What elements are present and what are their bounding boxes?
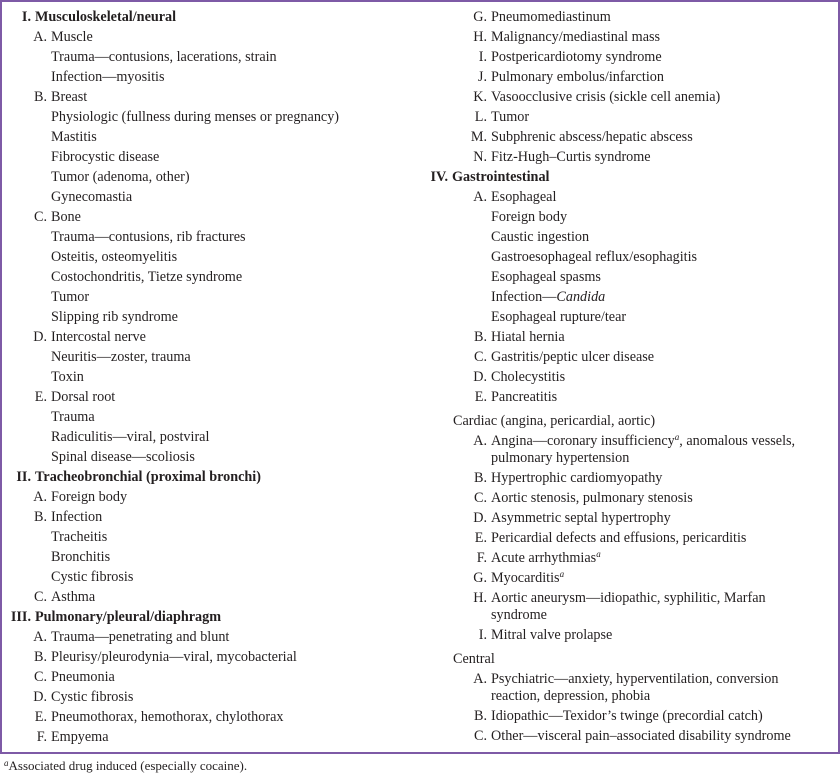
item-text-main: Angina—coronary insufficiency: [491, 433, 675, 449]
footnote-reference: a: [559, 569, 565, 579]
item-text: [491, 528, 746, 548]
sub-list-item: [422, 207, 838, 227]
item-text: [51, 407, 95, 427]
list-item: [2, 727, 422, 747]
item-label: II.: [16, 469, 31, 485]
item-label: B.: [33, 509, 47, 525]
item-text-main: Esophageal rupture/tear: [491, 309, 627, 325]
item-label: A.: [473, 189, 487, 205]
item-text: [35, 607, 221, 627]
item-text-main: Gynecomastia: [51, 189, 133, 205]
item-text: [35, 467, 261, 487]
item-text-main: Trauma—contusions, lacerations, strain: [51, 49, 277, 65]
sub-list-item: [2, 247, 422, 267]
item-text-main: Foreign body: [51, 489, 128, 505]
sub-list-item: [2, 287, 422, 307]
list-item: [2, 207, 422, 227]
list-item: [422, 187, 838, 207]
item-text: [51, 567, 133, 587]
item-label: A.: [473, 433, 487, 449]
item-text: [51, 727, 109, 747]
list-item: [2, 647, 422, 667]
item-text: [51, 187, 132, 207]
item-text-main: Costochondritis, Tietze syndrome: [51, 269, 243, 285]
list-item: [422, 367, 838, 387]
item-label: C.: [473, 490, 487, 506]
sub-list-item: [2, 547, 422, 567]
list-item: [2, 587, 422, 607]
item-text: [491, 706, 763, 726]
item-text: [491, 625, 612, 645]
item-text: [51, 427, 209, 447]
item-text-main: Aortic aneurysm—idiopathic, syphilitic, Marfan syndrome: [491, 590, 766, 623]
item-label: E.: [474, 389, 487, 405]
sub-list-item: [2, 227, 422, 247]
sub-list-item: [422, 247, 838, 267]
item-label: A.: [33, 629, 47, 645]
item-text-main: Vasoocclusive crisis (sickle cell anemia): [491, 89, 721, 105]
item-text-main: Pancreatitis: [491, 389, 558, 405]
list-item: [2, 327, 422, 347]
sub-list-item: [422, 227, 838, 247]
item-text: [452, 167, 549, 187]
item-text: [491, 47, 662, 67]
item-text: [491, 488, 693, 508]
item-text-main: Tracheitis: [51, 529, 108, 545]
item-text-main: Trauma—penetrating and blunt: [51, 629, 230, 645]
item-label: C.: [33, 669, 47, 685]
item-text: [491, 508, 671, 528]
item-text-main: Acute arrhythmias: [491, 550, 597, 566]
sub-list-item: [2, 167, 422, 187]
list-item: [422, 488, 838, 508]
list-item: [422, 669, 838, 706]
item-text: [491, 387, 557, 407]
item-label: L.: [474, 109, 487, 125]
list-item: [422, 387, 838, 407]
list-item: [422, 47, 838, 67]
footnote-reference: a: [674, 432, 680, 442]
item-text: [51, 167, 190, 187]
item-text-main: Cardiac (angina, pericardial, aortic): [453, 413, 656, 429]
item-text-main: Trauma: [51, 409, 95, 425]
item-text-main: Spinal disease—scoliosis: [51, 449, 195, 465]
item-text-main: Idiopathic—Texidor’s twinge (precordial catch): [491, 708, 763, 724]
item-text: [491, 87, 720, 107]
item-text: [51, 267, 242, 287]
item-text: [51, 527, 107, 547]
item-text: [51, 487, 127, 507]
item-label: F.: [476, 550, 487, 566]
item-label: I.: [21, 9, 31, 25]
item-text-main: Mitral valve prolapse: [491, 627, 613, 643]
item-text-main: Myocarditis: [491, 570, 560, 586]
sub-list-item: [2, 367, 422, 387]
item-text: [51, 447, 195, 467]
item-text-main: Toxin: [51, 369, 84, 385]
item-text: [491, 726, 791, 746]
item-label: G.: [473, 9, 487, 25]
item-text: [491, 347, 654, 367]
list-item: [422, 127, 838, 147]
item-text-main: Neuritis—zoster, trauma: [51, 349, 191, 365]
sub-list-item: [2, 307, 422, 327]
footnote-text: Associated drug induced (especially cocaine).: [8, 758, 248, 773]
item-label: B.: [33, 649, 47, 665]
section-heading: [2, 7, 422, 27]
list-item: [2, 87, 422, 107]
list-item: [422, 147, 838, 167]
item-label: H.: [473, 590, 487, 606]
item-text: [491, 247, 697, 267]
item-label: D.: [473, 510, 487, 526]
item-text: [491, 207, 567, 227]
item-text: [491, 468, 662, 488]
item-text-main: Gastrointestinal: [452, 169, 550, 185]
item-text-main: Fibrocystic disease: [51, 149, 160, 165]
item-text: [491, 568, 564, 588]
item-text-main: Dorsal root: [51, 389, 116, 405]
item-text-main: Asymmetric septal hypertrophy: [491, 510, 671, 526]
item-label: H.: [473, 29, 487, 45]
item-text-main: Fitz-Hugh–Curtis syndrome: [491, 149, 651, 165]
item-text: [51, 627, 229, 647]
item-text: [51, 67, 165, 87]
item-text: [491, 67, 664, 87]
item-text: [491, 7, 611, 27]
item-label: B.: [473, 329, 487, 345]
item-text-main: Pneumonia: [51, 669, 115, 685]
item-text: [51, 707, 283, 727]
item-text: [51, 107, 339, 127]
item-label: G.: [473, 570, 487, 586]
list-item: [422, 87, 838, 107]
item-text: [51, 307, 178, 327]
item-text-main: Other—visceral pain–associated disability syndrome: [491, 728, 791, 744]
item-label: B.: [33, 89, 47, 105]
sub-list-item: [2, 127, 422, 147]
list-item: [2, 387, 422, 407]
item-text: [491, 548, 601, 568]
item-text: [51, 47, 277, 67]
item-label: E.: [474, 530, 487, 546]
item-text: [51, 87, 87, 107]
item-text: [491, 127, 693, 147]
item-text: [491, 267, 601, 287]
item-text-main: Tumor (adenoma, other): [51, 169, 190, 185]
item-label: D.: [33, 329, 47, 345]
sub-list-item: [2, 267, 422, 287]
item-label: D.: [473, 369, 487, 385]
table-left-column: [2, 7, 422, 747]
section-heading: [2, 467, 422, 487]
sub-list-item: [2, 107, 422, 127]
item-label: J.: [477, 69, 487, 85]
item-text-main: Muscle: [51, 29, 93, 45]
sub-list-item: [2, 567, 422, 587]
sub-list-item: [2, 427, 422, 447]
sub-list-item: [422, 287, 838, 307]
item-text: [491, 433, 821, 467]
item-label: A.: [473, 671, 487, 687]
list-item: [422, 347, 838, 367]
list-item: [422, 67, 838, 87]
item-text: [453, 649, 495, 669]
item-text-main: Pleurisy/pleurodynia—viral, mycobacterial: [51, 649, 297, 665]
item-text-main: Aortic stenosis, pulmonary stenosis: [491, 490, 693, 506]
item-label: M.: [470, 129, 487, 145]
item-label: A.: [33, 29, 47, 45]
item-text-continued: , anomalous vessels, pulmonary hypertension: [491, 433, 796, 466]
item-label: D.: [33, 689, 47, 705]
item-text-main: Pulmonary embolus/infarction: [491, 69, 664, 85]
list-item: [2, 507, 422, 527]
item-text-main: Foreign body: [491, 209, 568, 225]
list-item: [2, 707, 422, 727]
item-text-main: Subphrenic abscess/hepatic abscess: [491, 129, 693, 145]
table-footnote: [4, 758, 247, 774]
item-text: [491, 27, 660, 47]
item-label: III.: [10, 609, 31, 625]
item-text-main: Breast: [51, 89, 88, 105]
item-text: [51, 547, 110, 567]
item-label: I.: [478, 627, 487, 643]
list-item: [422, 568, 838, 588]
item-text-main: Bronchitis: [51, 549, 111, 565]
item-text: [51, 27, 93, 47]
list-item: [422, 327, 838, 347]
item-text: [453, 411, 655, 431]
list-item: [422, 431, 838, 468]
item-text: [491, 590, 821, 624]
item-text: [51, 687, 133, 707]
item-text: [51, 587, 95, 607]
item-text-main: Gastritis/peptic ulcer disease: [491, 349, 655, 365]
item-text-main: Asthma: [51, 589, 96, 605]
item-text-main: Pneumothorax, hemothorax, chylothorax: [51, 709, 284, 725]
item-text-main: Hypertrophic cardiomyopathy: [491, 470, 663, 486]
item-text: [51, 347, 191, 367]
item-text-main: Pulmonary/pleural/diaphragm: [35, 609, 222, 625]
item-text: [51, 207, 81, 227]
item-text-main: Tumor: [491, 109, 530, 125]
item-label: A.: [33, 489, 47, 505]
item-text-main: Intercostal nerve: [51, 329, 146, 345]
item-text: [51, 507, 102, 527]
list-item: [2, 27, 422, 47]
item-text: [51, 667, 115, 687]
sub-list-item: [2, 447, 422, 467]
item-label: N.: [473, 149, 487, 165]
item-text-main: Radiculitis—viral, postviral: [51, 429, 210, 445]
item-text-main: Cystic fibrosis: [51, 569, 134, 585]
sub-list-item: [2, 527, 422, 547]
item-text-main: Physiologic (fullness during menses or pregnancy): [51, 109, 340, 125]
item-text-main: Hiatal hernia: [491, 329, 565, 345]
item-text-main: Pericardial defects and effusions, pericarditis: [491, 530, 747, 546]
item-text-main: Psychiatric—anxiety, hyperventilation, conversion reaction, depression, phobia: [491, 671, 779, 704]
item-label: C.: [473, 728, 487, 744]
item-text-main: Slipping rib syndrome: [51, 309, 178, 325]
category-heading: [422, 649, 838, 669]
item-label: B.: [473, 470, 487, 486]
list-item: [2, 487, 422, 507]
list-item: [422, 27, 838, 47]
list-item: [422, 528, 838, 548]
section-heading: [422, 167, 838, 187]
section-heading: [2, 607, 422, 627]
item-text-main: Caustic ingestion: [491, 229, 590, 245]
item-text-main: Cholecystitis: [491, 369, 566, 385]
list-item: [422, 548, 838, 568]
list-item: [422, 508, 838, 528]
item-text: [51, 287, 89, 307]
item-text-main: Bone: [51, 209, 81, 225]
item-text: [491, 307, 626, 327]
item-text: [35, 7, 176, 27]
item-label: B.: [473, 708, 487, 724]
item-text-main: Tracheobronchial (proximal bronchi): [35, 469, 261, 485]
item-text: [51, 327, 146, 347]
item-text-main: Osteitis, osteomyelitis: [51, 249, 178, 265]
item-text-main: Empyema: [51, 729, 109, 745]
item-text: [491, 187, 556, 207]
item-label: C.: [473, 349, 487, 365]
footnote-reference: a: [596, 549, 601, 559]
item-label: IV.: [430, 169, 448, 185]
item-text: [51, 367, 84, 387]
list-item: [422, 588, 838, 625]
item-text-italic: Candida: [556, 289, 606, 305]
item-text-main: Postpericardiotomy syndrome: [491, 49, 662, 65]
footnote-marker: a: [4, 758, 9, 768]
item-label: E.: [34, 709, 47, 725]
item-text: [51, 147, 159, 167]
item-text: [491, 147, 651, 167]
list-item: [422, 7, 838, 27]
sub-list-item: [2, 147, 422, 167]
item-text-main: Infection—myositis: [51, 69, 165, 85]
sub-list-item: [2, 187, 422, 207]
item-text: [491, 227, 589, 247]
list-item: [422, 706, 838, 726]
item-text-main: Trauma—contusions, rib fractures: [51, 229, 246, 245]
item-text-main: Malignancy/mediastinal mass: [491, 29, 661, 45]
item-text: [491, 287, 605, 307]
item-text-main: Central: [453, 651, 495, 667]
list-item: [422, 468, 838, 488]
item-text-main: Pneumomediastinum: [491, 9, 611, 25]
item-label: K.: [473, 89, 487, 105]
item-text: [51, 247, 177, 267]
category-heading: [422, 411, 838, 431]
item-text-main: Infection—: [491, 289, 557, 305]
item-label: I.: [478, 49, 487, 65]
list-item: [2, 687, 422, 707]
item-text: [51, 127, 97, 147]
item-label: E.: [34, 389, 47, 405]
item-label: F.: [36, 729, 47, 745]
list-item: [422, 726, 838, 746]
item-text: [51, 227, 246, 247]
table-right-column: [422, 7, 838, 746]
item-text-main: Mastitis: [51, 129, 97, 145]
item-text: [491, 327, 565, 347]
sub-list-item: [422, 307, 838, 327]
item-text: [491, 367, 565, 387]
list-item: [422, 625, 838, 645]
sub-list-item: [2, 67, 422, 87]
item-label: C.: [33, 589, 47, 605]
list-item: [422, 107, 838, 127]
item-text-main: Musculoskeletal/neural: [35, 9, 177, 25]
item-text-main: Infection: [51, 509, 103, 525]
item-text-main: Gastroesophageal reflux/esophagitis: [491, 249, 698, 265]
item-text: [51, 387, 115, 407]
item-text-main: Esophageal spasms: [491, 269, 601, 285]
list-item: [2, 627, 422, 647]
sub-list-item: [2, 47, 422, 67]
list-item: [2, 667, 422, 687]
item-text-main: Cystic fibrosis: [51, 689, 134, 705]
item-text-main: Esophageal: [491, 189, 557, 205]
item-label: C.: [33, 209, 47, 225]
sub-list-item: [2, 347, 422, 367]
item-text: [51, 647, 297, 667]
sub-list-item: [2, 407, 422, 427]
sub-list-item: [422, 267, 838, 287]
item-text-main: Tumor: [51, 289, 90, 305]
item-text: [491, 107, 529, 127]
item-text: [491, 671, 821, 705]
